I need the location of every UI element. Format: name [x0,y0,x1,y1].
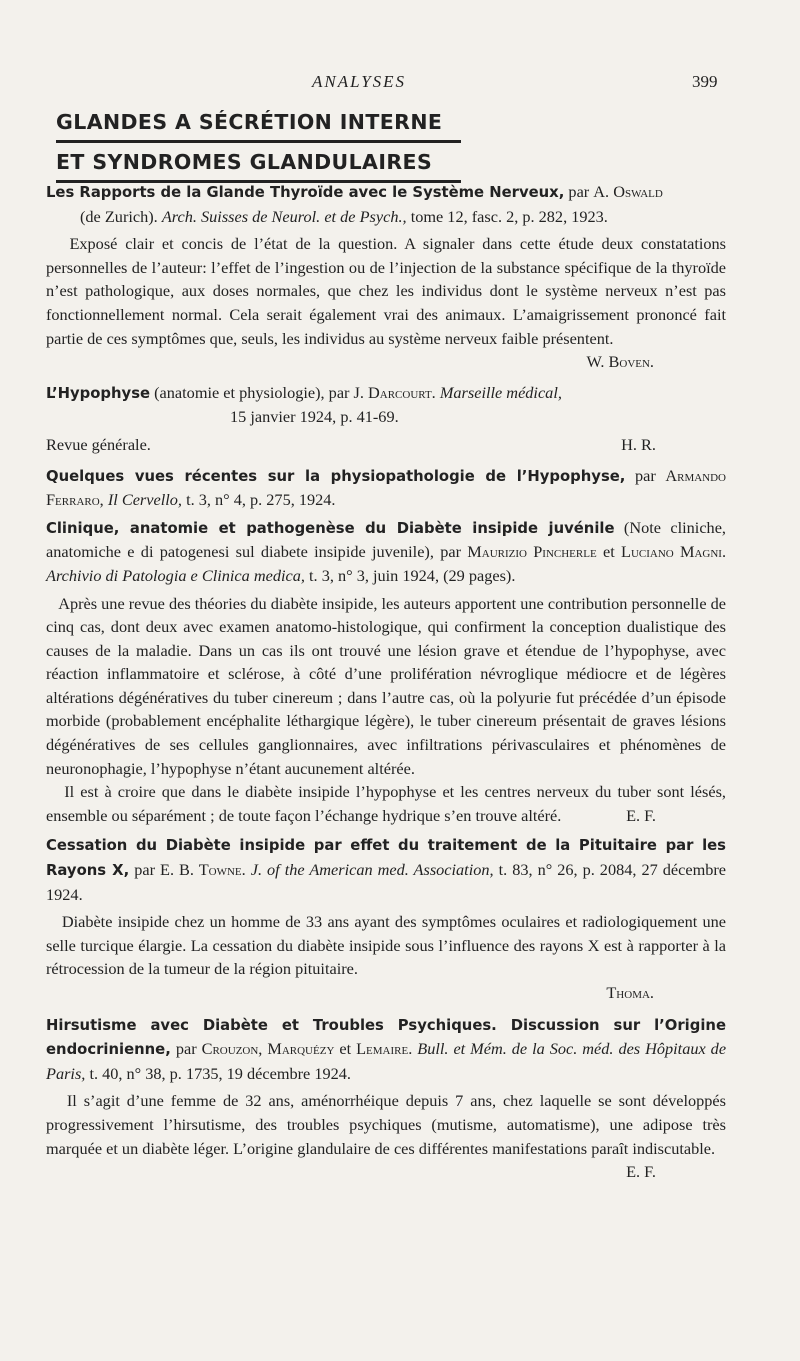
abstract-journal: Marseille médical, [439,382,562,402]
abstract-title: Cessation du Diabète insipide par effet du traitement de la Pituitaire par les Rayons X, [46,837,726,880]
abstract-signature: E. F. [626,805,656,825]
abstract-author: Armando Ferraro, [46,465,726,510]
abstract-body-2: Il est à croire que dans le diabète insipide l’hypophyse et les centres nerveux du tuber sont lésés, ensemble ou séparément ; de toute façon l’échange hydrique s’en trouve altéré. E. F. [46,780,726,827]
abstract-signature: W. Boven. [586,352,654,372]
abstract-title: Quelques vues récentes sur la physiopathologie de l’Hypophyse, [46,467,626,485]
abstracts-content [46,180,726,1184]
abstract-title: Hirsutisme avec Diabète et Troubles Psychiques. Discussion sur l’Origine endocrinienne, [46,1016,726,1059]
abstract-journal: Il Cervello, [107,490,182,510]
abstract-citation: t. 40, n° 38, p. 1735, 19 décembre 1924. [89,1063,351,1083]
abstract-body: Après une revue des théories du diabète insipide, les auteurs apportent une contribution personnelle de cinq cas, dont deux avec examen anatomo-histologique, qui confirment la conception dualistique des causes de la maladie. Dans un cas ils ont trouvé une lésion grave et étendue de l’hypophyse, avec réaction inflammatoire et sclérose, à côté d’une prolifération névroglique médiocre et de légères altérations dégénératives du tuber cinereum ; dans l’autre cas, où la polyurie fut précédée d’un épisode morbide (probablement encéphalite léthargique légère), le tuber cinereum présentait de graves lésions dégénératives de ses cellules ganglionnaires, avec infiltrations périvasculaires et phénomènes de neuronophagie, l’hypophyse n’étant aucunement altérée. [46,593,726,778]
abstract-heading: Cessation du Diabète insipide par effet du traitement de la Pituitaire par les Rayons X, par E. B. Towne. J. of the American med. Association, t. 83, n° 26, p. 2084, 27 décembre 1924. [46,837,727,904]
section-title-line1: GLANDES A SÉCRÉTION INTERNE [56,106,461,143]
abstract-citation: t. 83, n° 26, p. 2084, 27 décembre 1924. [46,860,727,904]
abstract-heading: Les Rapports de la Glande Thyroïde avec le Système Nerveux, par A. Oswald (de Zurich). Arch. Suisses de Neurol. et de Psych., tome 12, fasc. 2, p. 282, 1923. [46,182,663,226]
abstract-journal: J. of the American med. Association, [250,860,494,880]
abstract-citation: t. 3, n° 3, juin 1924, (29 pages). [309,565,516,585]
abstract-title: Clinique, anatomie et pathogenèse du Diabète insipide juvénile [46,519,615,537]
abstract-author: Maurizio Pincherle [467,542,597,562]
abstract-journal: Bull. et Mém. de la Soc. méd. des Hôpitaux de Paris, [46,1039,727,1083]
abstract-signature: H. R. [621,434,656,454]
abstract-entry [46,833,726,1004]
abstract-journal: Archivio di Patologia e Clinica medica, [46,565,305,585]
abstract-signature: Thoma. [606,983,654,1002]
abstract-author: E. B. Towne. [160,860,246,880]
abstract-heading: Quelques vues récentes sur la physiopathologie de l’Hypophyse, par Armando Ferraro, Il Cervello, t. 3, n° 4, p. 275, 1924. [46,465,726,510]
abstract-body: Diabète insipide chez un homme de 33 ans ayant des symptômes oculaires et radiologiquement une selle turcique élargie. La cessation du diabète insipide sous l’influence des rayons X est à rapporter à la rétrocession de la tumeur de la région pituitaire. [46,912,727,979]
section-title [56,106,461,183]
abstract-entry [46,180,726,374]
section-title-line2: ET SYNDROMES GLANDULAIRES [56,146,461,183]
abstract-citation: 15 janvier 1924, p. 41-69. [230,407,399,427]
abstract-citation: t. 3, n° 4, p. 275, 1924. [186,490,336,510]
abstract-journal: Arch. Suisses de Neurol. et de Psych., [161,206,407,226]
abstract-author: A. Oswald [593,182,663,201]
abstract-signature: E. F. [626,1162,656,1182]
abstract-entry [46,516,726,828]
abstract-body: Revue générale. H. R. [46,433,726,457]
abstract-heading: L’Hypophyse (anatomie et physiologie), par J. Darcourt. Marseille médical, 15 janvier 1924, p. 41-69. [46,381,726,429]
abstract-author: J. Darcourt. [353,382,436,402]
abstract-body: Exposé clair et concis de l’état de la question. A signaler dans cette étude deux constatations personnelles de l’auteur: l’effet de l’ingestion ou de l’injection de la substance spécifique de la thyroïde n’est pathologique, aux doses normales, que chez les individus dont le système nerveux n’est pas fonctionnellement normal. Cela serait également vrai des animaux. L’amaigrissement prononcé fait partie de ces symptômes que, seuls, les individus au système nerveux faible présentent. [46,234,727,348]
running-head [0,72,800,96]
abstract-body: Il s’agit d’une femme de 32 ans, aménorrhéique depuis 7 ans, chez laquelle se sont développés progressivement l’hirsutisme, des troubles psychiques (mutisme, automatisme), une adipose très marquée et un diabète léger. L’origine glandulaire de ces différentes manifestations paraît indiscutable. E. F. [46,1089,726,1160]
abstract-citation: tome 12, fasc. 2, p. 282, 1923. [410,206,608,226]
abstract-title: Les Rapports de la Glande Thyroïde avec le Système Nerveux, [46,184,565,201]
abstract-author: Crouzon, [201,1039,263,1059]
abstract-heading: Hirsutisme avec Diabète et Troubles Psychiques. Discussion sur l’Origine endocrinienne, par Crouzon, Marquézy et Lemaire. Bull. et Mém. de la Soc. méd. des Hôpitaux de Paris, t. 40, n° 38, p. 1735, 19 décembre 1924. [46,1016,727,1083]
abstract-author-2: Marquézy [267,1039,335,1059]
page-number: 399 [692,72,718,91]
abstract-author-3: Lemaire. [356,1039,413,1059]
abstract-entry [46,464,726,512]
abstract-author-2: Luciano Magni. [621,542,727,562]
abstract-title: L’Hypophyse [46,384,151,402]
running-head-title: ANALYSES [312,72,407,91]
abstract-entry [46,381,726,457]
abstract-entry [46,1013,727,1182]
abstract-heading: Clinique, anatomie et pathogenèse du Diabète insipide juvénile (Note cliniche, anatomiche e di patogenesi sul diabete insipide juvenile), par Maurizio Pincherle et Luciano Magni. Archivio di Patologia e Clinica medica, t. 3, n° 3, juin 1924, (29 pages). [46,517,727,585]
